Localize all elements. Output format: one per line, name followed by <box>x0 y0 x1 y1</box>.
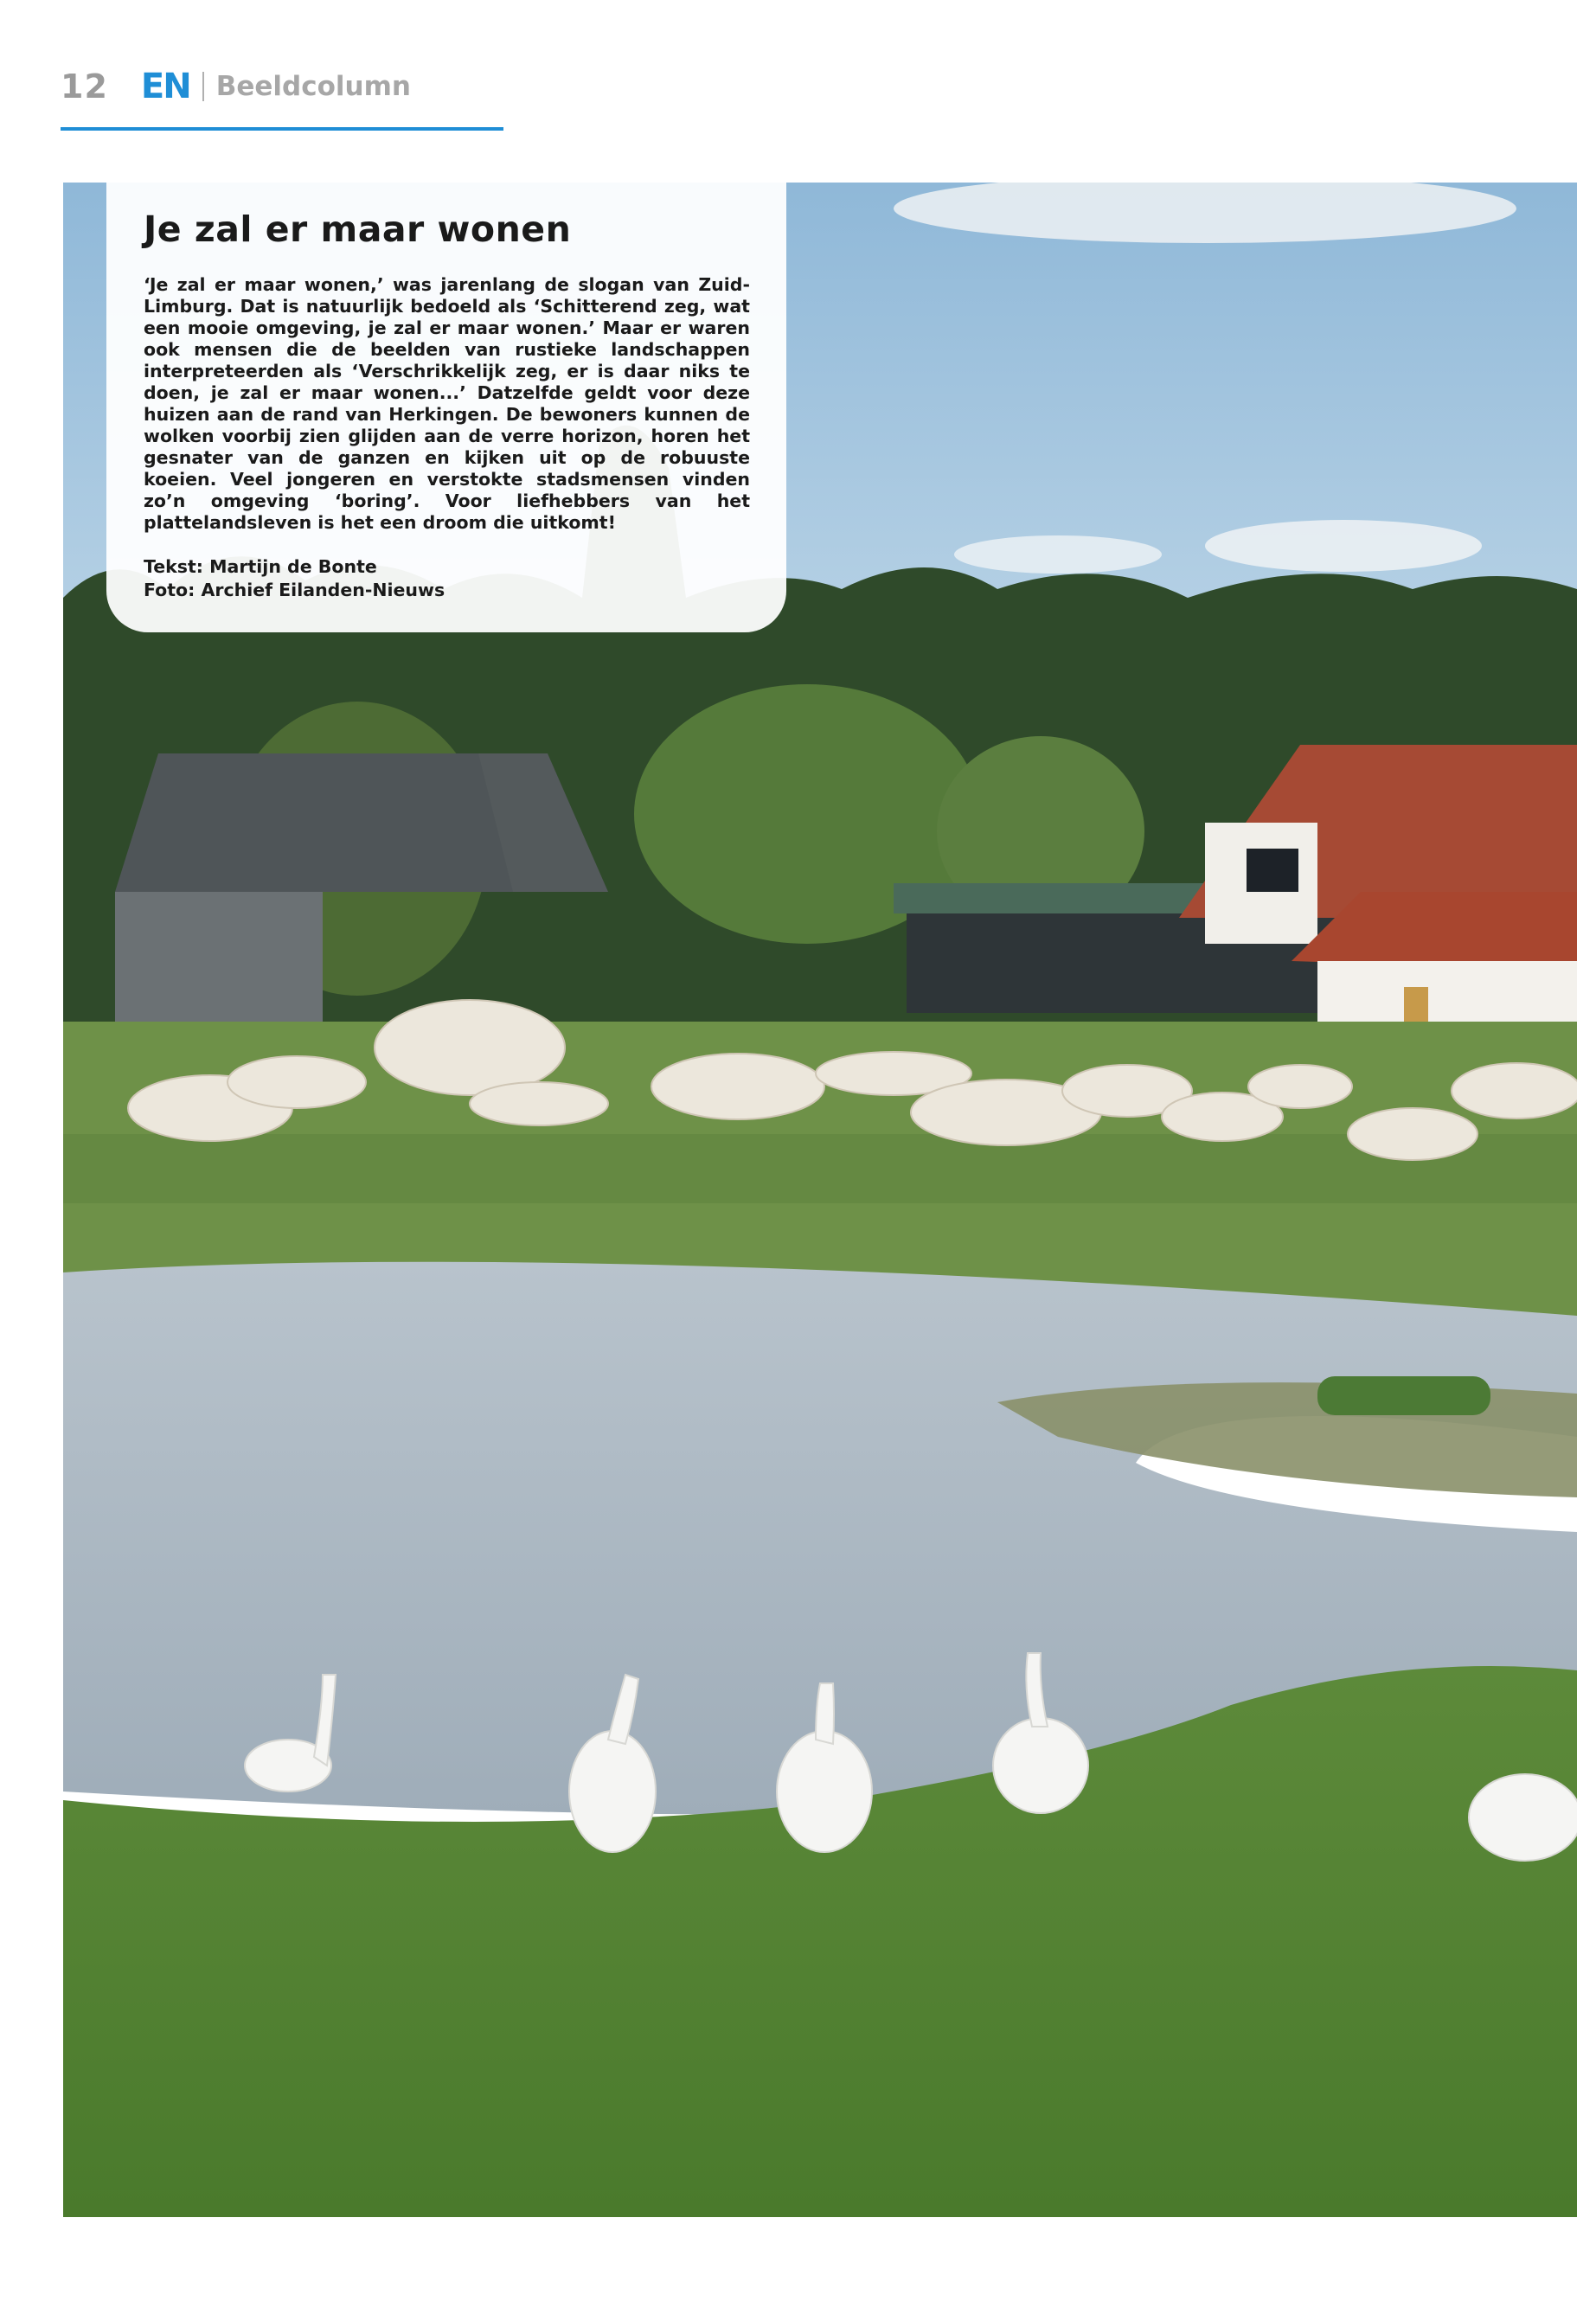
cloud <box>1205 520 1482 572</box>
cow <box>1452 1063 1577 1118</box>
barn-wall <box>115 892 323 1030</box>
article-box <box>106 183 786 632</box>
cow <box>651 1054 824 1119</box>
goose <box>777 1731 872 1852</box>
goose-neck <box>816 1683 834 1744</box>
cow-standing <box>375 1000 565 1095</box>
cow <box>1248 1065 1352 1108</box>
article-title: Je zal er maar wonen <box>144 208 572 250</box>
goose <box>569 1731 656 1852</box>
cow <box>1348 1108 1477 1160</box>
en-logo: EN <box>140 67 190 106</box>
page-header <box>61 61 411 112</box>
goose <box>1469 1774 1577 1861</box>
header-separator <box>202 72 204 101</box>
reeds <box>1317 1376 1490 1415</box>
credit-text: Tekst: Martijn de Bonte <box>144 556 377 577</box>
page-number: 12 <box>61 67 108 106</box>
cow <box>228 1056 366 1108</box>
goose <box>993 1718 1088 1813</box>
article-body: ‘Je zal er maar wonen,’ was jarenlang de slogan van Zuid-Limburg. Dat is natuurlijk bedoeld als ‘Schitterend zeg, wat een mooie omgeving, je zal er maar wonen.’ Maar er waren ook mensen die de beelden van rustieke landschappen interpreteerden als ‘Verschrikkelijk zeg, er is daar niks te doen, je zal er maar wonen...’ Datzelfde geldt voor deze huizen aan de rand van Herkingen. De bewoners kunnen de wolken voorbij zien glijden aan de verre horizon, horen het gesnater van de ganzen en kijken uit op de robuuste koeien. Veel jongeren en verstokte stadsmensen vinden zo’n omgeving ‘boring’. Voor liefhebbers van het plattelandsleven is het een droom die uitkomt! <box>144 274 750 533</box>
meadow-shadow <box>63 1134 1577 1203</box>
credit-photo: Foto: Archief Eilanden-Nieuws <box>144 580 445 600</box>
header-rule <box>61 127 503 131</box>
section-title: Beeldcolumn <box>215 71 411 102</box>
house-window <box>1247 849 1298 892</box>
cow <box>470 1082 608 1125</box>
article-credits <box>144 555 750 602</box>
cloud <box>954 535 1162 574</box>
